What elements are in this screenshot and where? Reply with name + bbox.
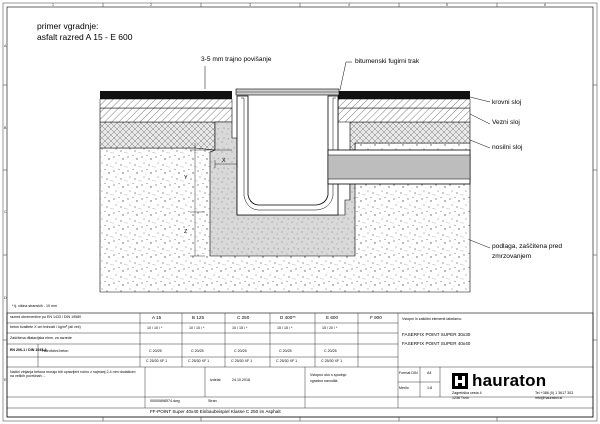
row2-c250: 10 / 15 / * <box>232 326 248 330</box>
row2-e600: 15 / 20 / * <box>322 326 338 330</box>
ruler-top-5: 5 <box>446 3 448 7</box>
hauraton-logo-icon <box>452 373 468 389</box>
row1-label: razred obremenitve po EN 1433 / DIN 19580 <box>10 315 82 319</box>
dim-y: Y <box>184 175 188 181</box>
company-name: hauraton <box>472 371 547 390</box>
scale-label: Merilo <box>399 386 409 390</box>
class-a15: A 15 <box>152 315 162 320</box>
drawn-label: Izdelal <box>210 378 221 382</box>
ruler-side-a: A <box>4 44 7 48</box>
row4-text: Hidrofobni beton <box>42 349 69 353</box>
sheet-label: Stran <box>208 399 217 403</box>
row5-b125: C 25/30 XF 1 <box>188 359 210 363</box>
notes: Vstopni in zaščitni elementi tabelarno <box>402 317 462 321</box>
row5-a15: C 25/30 XF 1 <box>146 359 168 363</box>
label-binder-layer: Vezni sloj <box>492 119 520 126</box>
class-d400: D 400** <box>280 315 296 320</box>
row4-d400: C 20/25 <box>279 349 292 353</box>
product-2: FASERFIX POINT SUPER 40x40 <box>402 341 471 346</box>
note-2: vgradno navodila <box>310 379 338 383</box>
label-wearing-layer: krovni sloj <box>492 99 522 106</box>
ruler-top-6: 6 <box>544 3 546 7</box>
scale-value: 1:8 <box>427 386 432 390</box>
row4-c250: C 20/25 <box>234 349 247 353</box>
ruler-side-e: E <box>4 378 7 382</box>
row2-label: beton kvalitete X cm trdnosti / kg/m³ (ali več) <box>10 325 81 329</box>
title-line-2: asfalt razred A 15 - E 600 <box>37 32 133 42</box>
row4-label: EN 206-1 / DIN 1045-2 <box>10 348 47 352</box>
label-bitumen-joint: bitumenski fugirni trak <box>355 58 420 65</box>
email: info@hauraton.si <box>535 396 563 400</box>
row4-b125: C 20/25 <box>191 349 204 353</box>
date: 24.10.2018 <box>232 378 250 382</box>
ruler-side-c: C <box>4 210 7 214</box>
row5-e600: C 25/30 XF 1 <box>321 359 343 363</box>
row2-b125: 10 / 10 / * <box>189 326 205 330</box>
ruler-top-4: 4 <box>348 3 350 7</box>
row5-c250: C 25/30 XF 1 <box>231 359 253 363</box>
dim-x: X <box>222 158 226 164</box>
product-1: FASERFIX POINT SUPER 30x30 <box>402 332 471 337</box>
drawing-number: 00000898574.dwg <box>150 399 180 403</box>
class-b125: B 125 <box>192 315 205 320</box>
label-subgrade-2: zmrzovanjem <box>492 253 532 260</box>
label-surface-raise: 3-5 mm trajno povišanje <box>201 56 272 63</box>
row5-label: Načini zbijanja betona morajo biti opravljeni ročno z najmanj 2-4 mm dodatkom na velikih površinah ... <box>10 370 136 379</box>
row5-d400: C 25/30 XF 1 <box>276 359 298 363</box>
ruler-side-d: D <box>4 296 7 300</box>
address-1: Zagrebška cesta 4 <box>452 391 482 395</box>
class-f900: F 900 <box>370 315 382 320</box>
address-2: 1236 Trzin <box>452 396 469 400</box>
label-subgrade: podlaga, zaščitena pred <box>492 243 563 250</box>
bottom-title: FF-POINT Super 40x40 Einbaubeispiel Klasse C 250 im Asphalt <box>150 409 281 414</box>
format-value: A4 <box>427 371 432 375</box>
ruler-top-1: 1 <box>52 3 54 7</box>
format-label: Format DIN <box>399 371 418 375</box>
ruler-top-3: 3 <box>249 3 251 7</box>
label-base-layer: nosilni sloj <box>492 144 523 151</box>
row2-d400: 15 / 15 / * <box>277 326 293 330</box>
footnote: * tj. višina stranskih - 10 mm <box>12 304 57 308</box>
ruler-top-2: 2 <box>150 3 152 7</box>
row4-e600: C 20/25 <box>324 349 337 353</box>
row4-a15: C 20/25 <box>149 349 162 353</box>
telephone: Tel +386 (0) 1 3617 303 <box>535 391 574 395</box>
title-line-1: primer vgradnje: <box>37 21 99 31</box>
dim-z: Z <box>184 229 188 235</box>
row2-a15: 10 / 10 / * <box>147 326 163 330</box>
ruler-side-b: B <box>4 126 7 130</box>
class-e600: E 600 <box>326 315 339 320</box>
hauraton-logo <box>452 370 569 392</box>
class-c250: C 250 <box>237 315 250 320</box>
row3-label: Zaščitena dilatacijska elem. za razrede <box>10 336 72 340</box>
note-1: Vstopno oko s spodnjo <box>310 373 347 377</box>
